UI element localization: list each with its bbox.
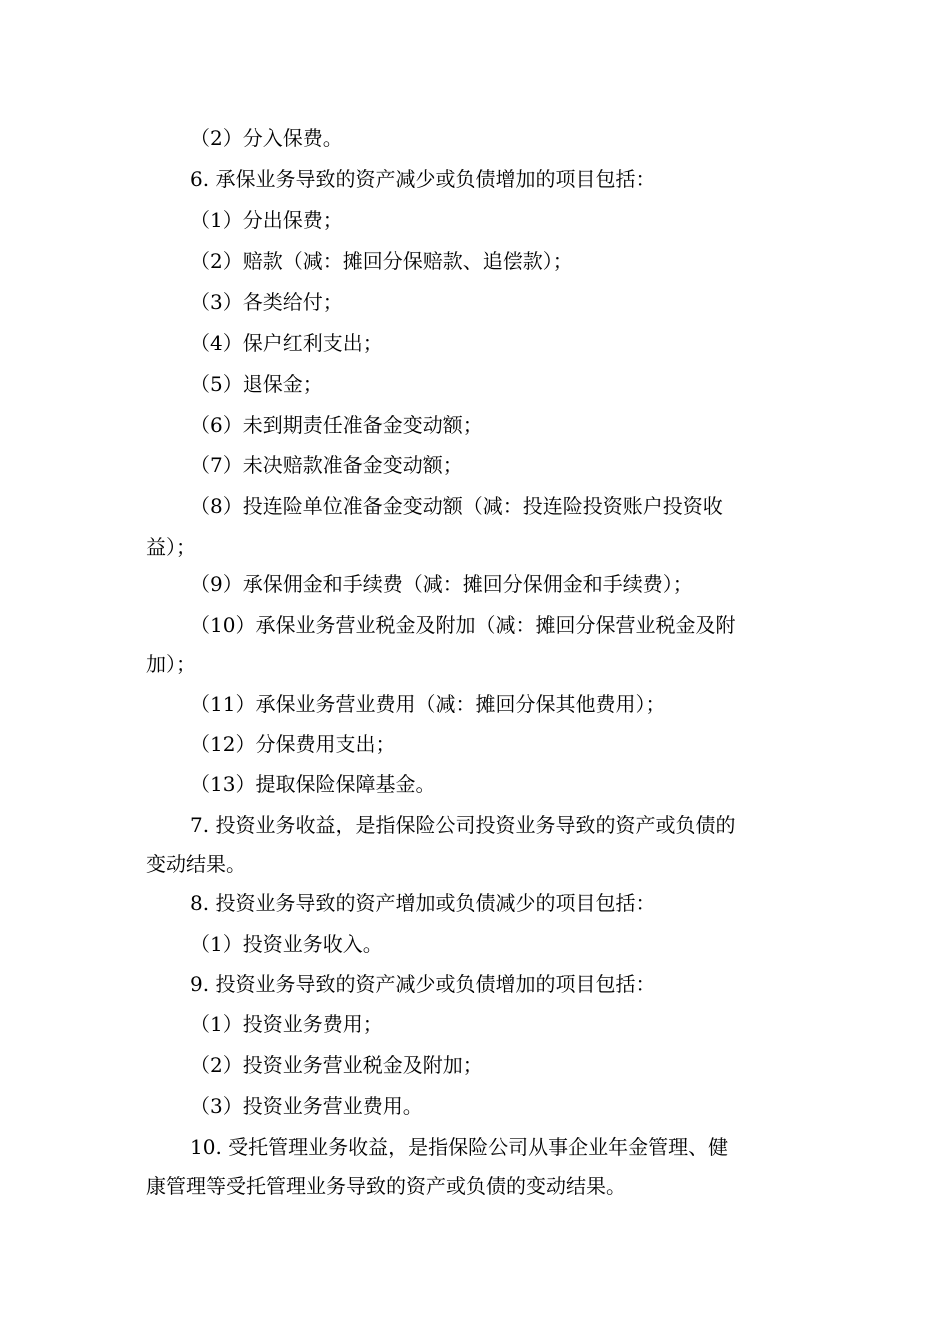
text-line: （6）未到期责任准备金变动额； (190, 413, 483, 437)
text-line: 7. 投资业务收益，是指保险公司投资业务导致的资产或负债的 (190, 813, 736, 837)
text-line: （8）投连险单位准备金变动额（减：投连险投资账户投资收 (190, 494, 723, 518)
text-line: （2）投资业务营业税金及附加； (190, 1053, 483, 1077)
text-line: （2）赔款（减：摊回分保赔款、追偿款）； (190, 249, 573, 273)
text-line: （3）投资业务营业费用。 (190, 1094, 423, 1118)
text-line: （1）分出保费； (190, 208, 343, 232)
text-line: 8. 投资业务导致的资产增加或负债减少的项目包括： (190, 891, 656, 915)
text-line: 10. 受托管理业务收益，是指保险公司从事企业年金管理、健 (190, 1135, 729, 1159)
text-line: （13）提取保险保障基金。 (190, 772, 436, 796)
text-line: 变动结果。 (146, 852, 246, 876)
text-line: （10）承保业务营业税金及附加（减：摊回分保营业税金及附 (190, 613, 736, 637)
text-line: 加）； (146, 652, 196, 676)
text-line: （12）分保费用支出； (190, 732, 396, 756)
text-line: （1）投资业务费用； (190, 1012, 383, 1036)
text-line: （1）投资业务收入。 (190, 932, 383, 956)
text-line: 益）； (146, 535, 196, 559)
text-line: （2）分入保费。 (190, 126, 343, 150)
text-line: （7）未决赔款准备金变动额； (190, 453, 463, 477)
text-line: 6. 承保业务导致的资产减少或负债增加的项目包括： (190, 167, 656, 191)
text-line: （5）退保金； (190, 372, 323, 396)
text-line: （4）保户红利支出； (190, 331, 383, 355)
text-line: （9）承保佣金和手续费（减：摊回分保佣金和手续费）； (190, 572, 693, 596)
text-line: 9. 投资业务导致的资产减少或负债增加的项目包括： (190, 972, 656, 996)
text-line: （11）承保业务营业费用（减：摊回分保其他费用）； (190, 692, 666, 716)
text-line: 康管理等受托管理业务导致的资产或负债的变动结果。 (146, 1174, 626, 1198)
text-line: （3）各类给付； (190, 290, 343, 314)
